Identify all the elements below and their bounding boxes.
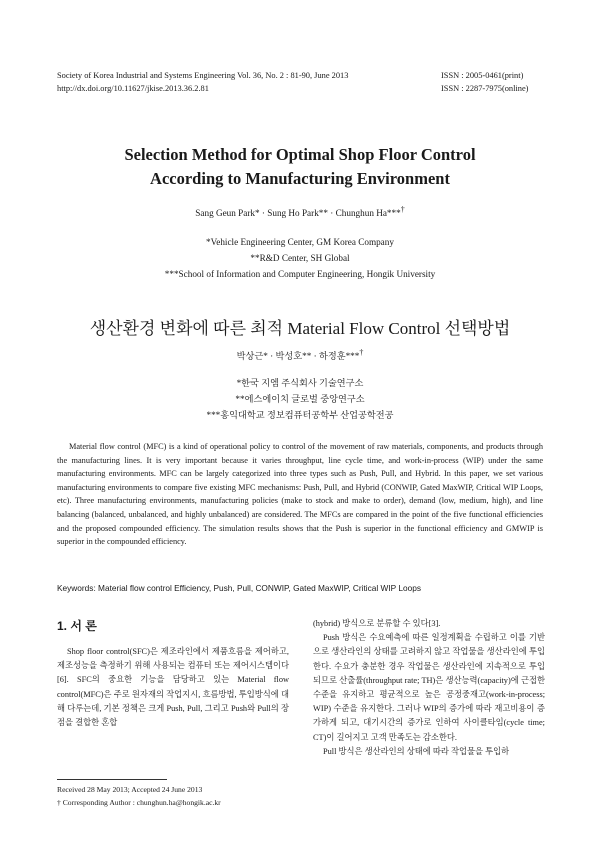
body-paragraph: Push 방식은 수요예측에 따른 일정계획을 수립하고 이를 기반으로 생산라인의 상태를 고려하지 않고 작업물을 생산라인에 투입한다. 수요가 충분한 경우 작업물은 생산라인에 지속적으로 투입되므로 산출률(throughput rate; TH)은 생산능력(capacity)에 근접한 수준을 유지하고 평균적으로 높은 공정중재고(work-in-process; WIP) 수준을 유지한다. 그러나 WIP의 증가에 따라 재고비용이 증가하게 되고, 대기시간의 증가로 인하여 사이클타임(cycle time; CT)이 길어지고 고객 만족도는 감소한다. [313,633,545,742]
dagger-mark: † [57,798,61,807]
received-accepted-dates: Received 28 May 2013; Accepted 24 June 2013 [57,785,203,794]
body-column-left [57,645,289,730]
affiliation-en-3: ***School of Information and Computer Engineering, Hongik University [164,269,436,279]
affiliation-ko-3: ***홍익대학교 정보컴퓨터공학부 산업공학전공 [206,410,394,420]
english-authors [0,205,600,218]
affiliation-ko-1: *한국 지엠 주식회사 기술연구소 [236,378,364,388]
korean-affiliations [0,375,600,423]
korean-corresponding-mark: † [359,348,364,357]
abstract: Material flow control (MFC) is a kind of operational policy to control of the movement of raw materials, components, and products through the manufacturing lines. It is very important because it varies throughput, line cycle time, and work-in-process (WIP) under the same manufacturing environments. MFC can be largely categorized into three types such as Push, Pull, and Hybrid. In this paper, we set various manufacturing environments to compare five existing MFC mechanisms: Push, Pull, and Hybrid (CONWIP, Gated MaxWIP, Critical WIP Loops, etc). Three manufacturing environments, manufacturing policies (make to stock and make to order), demand (low, medium, high), and line balancing (balanced, unbalanced, and highly unbalanced) are considered. The MFCs are compared in the point of the five functional efficiencies and the proposed compounded efficiency. The simulation results shows that the Push is superior in the functional efficiency and GMWIP is superior in the compounded efficiency. [57,442,543,547]
korean-authors [0,348,600,362]
footnote-divider [57,779,167,780]
keywords-label: Keywords [57,583,94,593]
journal-header [57,69,348,95]
english-title [0,143,600,191]
issn-block [441,69,528,95]
english-title-line-1: Selection Method for Optimal Shop Floor Control [124,145,476,164]
section-heading-introduction: 1. 서 론 [57,619,97,633]
affiliation-en-1: *Vehicle Engineering Center, GM Korea Company [206,237,394,247]
journal-citation: Society of Korea Industrial and Systems Engineering Vol. 36, No. 2 : 81-90, June 2013 [57,71,349,80]
doi-link[interactable]: http://dx.doi.org/10.11627/jkise.2013.36.2.81 [57,84,209,93]
english-affiliations [0,234,600,282]
issn-print: ISSN : 2005-0461(print) [441,71,524,80]
affiliation-ko-2: **에스에이치 글로벌 중앙연구소 [235,394,365,404]
body-paragraph: Pull 방식은 생산라인의 상태에 따라 작업물을 투입하 [323,746,510,756]
body-paragraph-continued: (hybrid) 방식으로 분류할 수 있다[3]. [313,619,441,628]
corresponding-author-mark: † [400,205,405,214]
footnotes [57,783,297,809]
keywords-text: : Material flow control Efficiency, Push, Pull, CONWIP, Gated MaxWIP, Critical WIP Loops [93,583,421,593]
issn-online: ISSN : 2287-7975(online) [441,84,529,93]
keywords [57,583,543,593]
korean-author-list: 박상근* · 박성호** · 하정훈*** [236,351,360,362]
korean-title: 생산환경 변화에 따른 최적 Material Flow Control 선택방법 [89,319,511,338]
corresponding-author-email[interactable]: Corresponding Author : chunghun.ha@hongik.ac.kr [62,798,221,807]
english-author-list: Sang Geun Park* · Sung Ho Park** · Chunghun Ha*** [195,208,401,219]
body-paragraph: Shop floor control(SFC)은 제조라인에서 제품흐름을 제어하고, 제조성능을 측정하기 위해 사용되는 컴퓨터 또는 제어시스템이다[6]. SFC의 중요한 기능을 담당하고 있는 Material flow control(MFC)은 주로 원자재의 작업지시, 흐름방법, 투입방식에 대해 다루는데, 기본 정책은 크게 Push, Pull, 그리고 Push와 Pull의 장점을 결합한 혼합 [57,647,289,728]
body-column-right [313,617,545,759]
corresponding-author-note [57,796,297,809]
english-title-line-2: According to Manufacturing Environment [150,169,450,188]
affiliation-en-2: **R&D Center, SH Global [250,253,350,263]
